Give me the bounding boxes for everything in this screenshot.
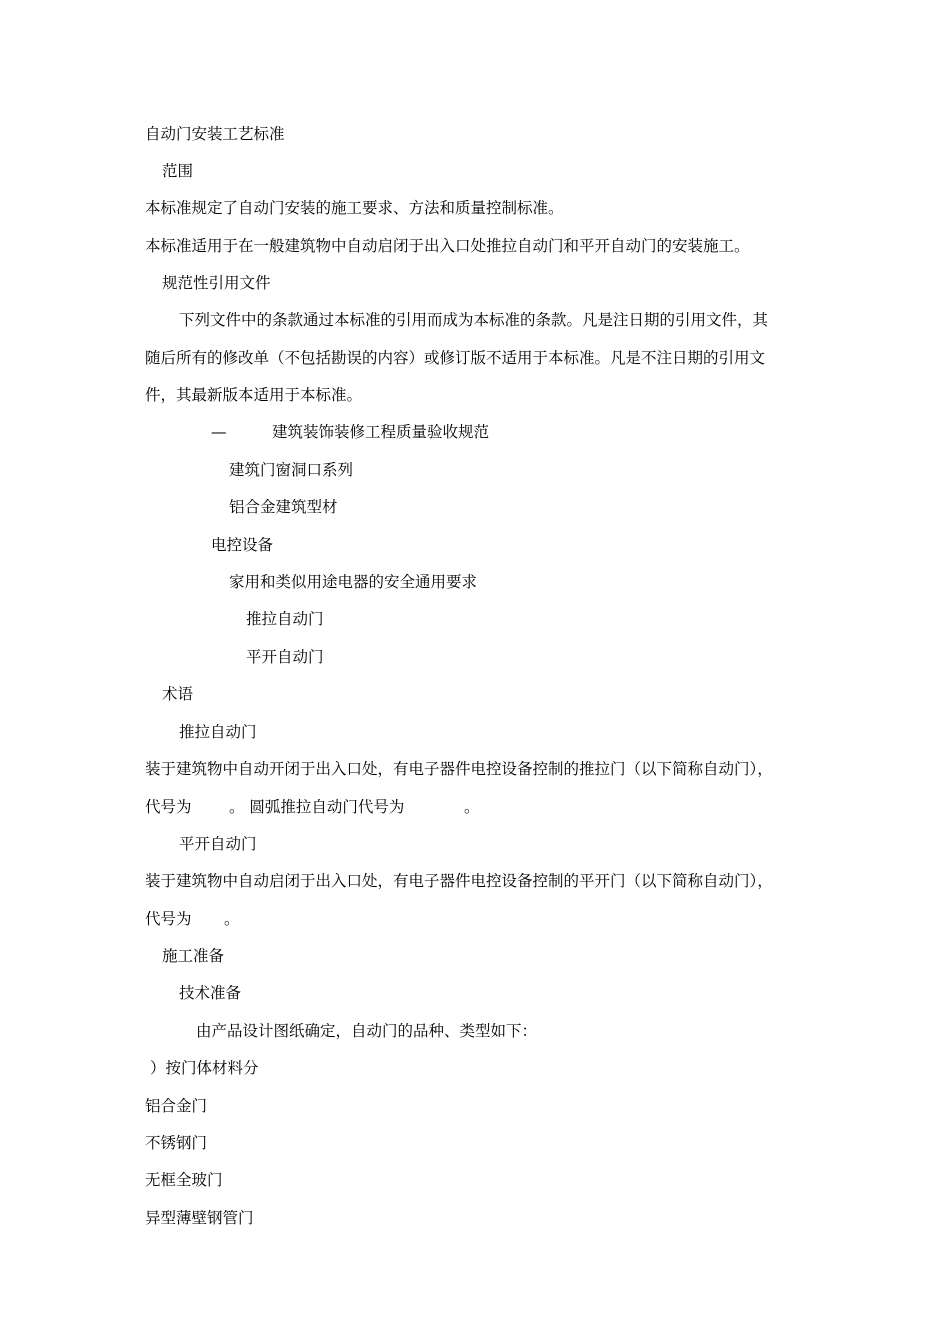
paragraph-scope-2: 本标准适用于在一般建筑物中自动启闭于出入口处推拉自动门和平开自动门的安装施工。 [145,237,750,255]
term-definition-swing-code-label: 代号为 [145,910,192,928]
reference-item: 平开自动门 [246,648,324,666]
section-heading-terms: 术语 [162,685,194,703]
term-definition-sliding-end: 。 [464,798,480,816]
term-definition-sliding-line-1: 装于建筑物中自动开闭于出入口处，有电子器件电控设备控制的推拉门（以下简称自动门）， [145,760,773,778]
term-definition-sliding-code-label: 代号为 [145,798,192,816]
list-heading-by-material: ）按门体材料分 [150,1059,259,1077]
subsection-technical-preparation: 技术准备 [179,984,242,1002]
section-heading-preparation: 施工准备 [162,947,225,965]
term-definition-swing-end: 。 [224,910,240,928]
term-title-sliding-door: 推拉自动门 [179,723,257,741]
paragraph-preparation: 由产品设计图纸确定，自动门的品种、类型如下： [196,1022,538,1040]
reference-item: 家用和类似用途电器的安全通用要求 [229,573,478,591]
paragraph-scope-1: 本标准规定了自动门安装的施工要求、方法和质量控制标准。 [145,199,564,217]
reference-item: 电控设备 [211,536,274,554]
document-title: 自动门安装工艺标准 [145,125,285,143]
material-item: 不锈钢门 [145,1134,208,1152]
section-heading-references: 规范性引用文件 [162,274,271,292]
reference-item: 推拉自动门 [246,610,324,628]
term-definition-sliding-arc-label: 。 圆弧推拉自动门代号为 [229,798,405,816]
reference-item: 建筑装饰装修工程质量验收规范 [272,423,490,441]
term-definition-swing-line-1: 装于建筑物中自动启闭于出入口处，有电子器件电控设备控制的平开门（以下简称自动门）， [145,872,773,890]
reference-dash: — [211,423,227,441]
reference-item: 铝合金建筑型材 [229,498,338,516]
material-item: 铝合金门 [145,1097,208,1115]
paragraph-references-line-3: 件，其最新版本适用于本标准。 [145,386,363,404]
material-item: 无框全玻门 [145,1171,223,1189]
term-title-swing-door: 平开自动门 [179,835,257,853]
material-item: 异型薄壁钢管门 [145,1209,254,1227]
section-heading-scope: 范围 [162,162,194,180]
paragraph-references-line-2: 随后所有的修改单（不包括勘误的内容）或修订版不适用于本标准。凡是不注日期的引用文 [145,349,766,367]
paragraph-references-line-1: 下列文件中的条款通过本标准的引用而成为本标准的条款。凡是注日期的引用文件，其 [179,311,769,329]
reference-item: 建筑门窗洞口系列 [229,461,354,479]
